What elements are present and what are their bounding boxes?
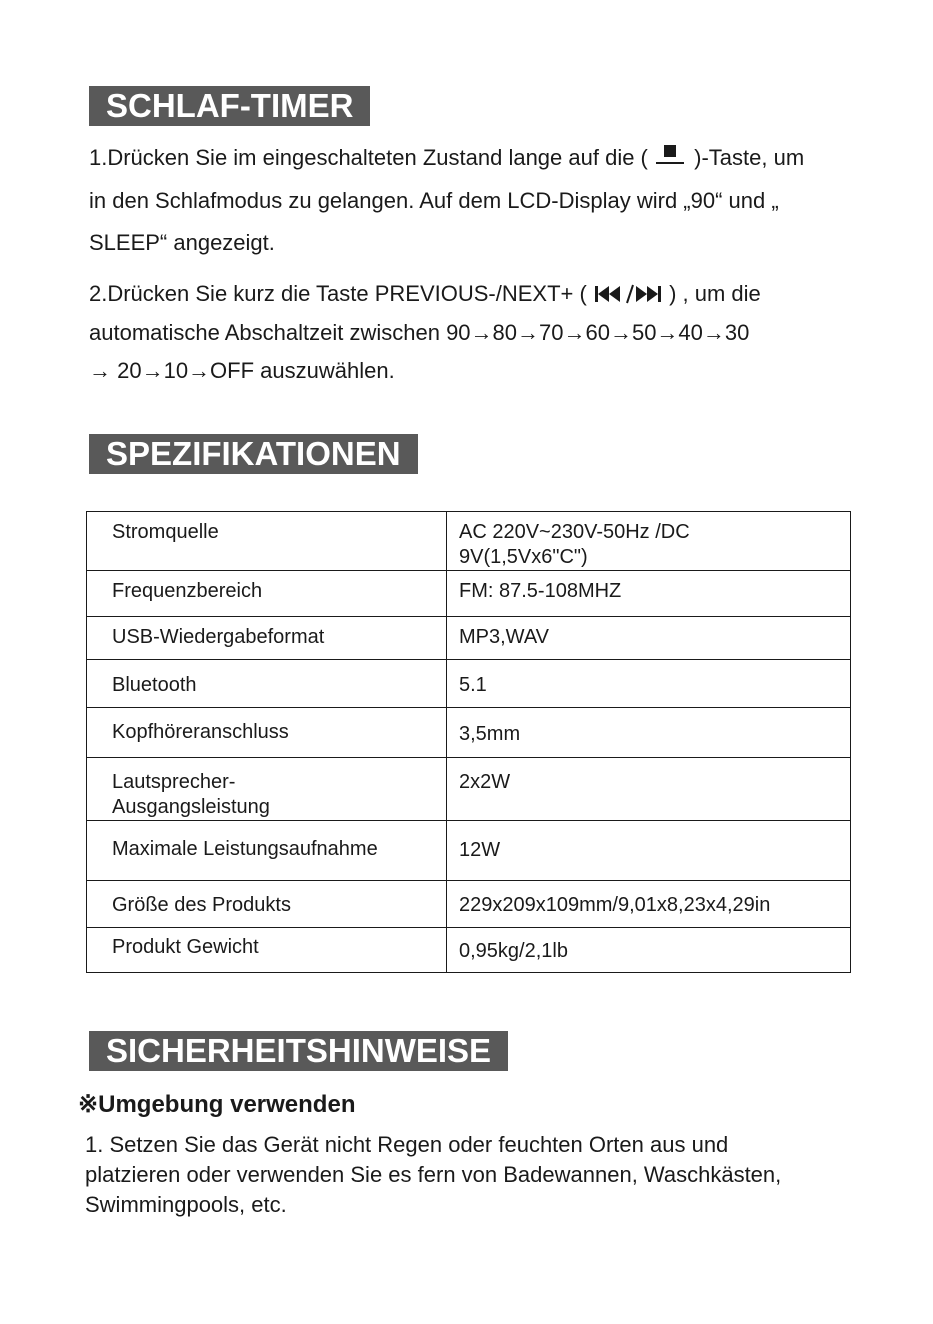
spec-value: MP3,WAV: [447, 617, 851, 660]
sleep-step1-line1-after: )-Taste, um: [694, 145, 805, 170]
specifications-heading: SPEZIFIKATIONEN: [89, 434, 418, 474]
spec-row-frequency-range: [87, 571, 851, 617]
spec-row-bluetooth: [87, 660, 851, 708]
spec-row-max-power: [87, 821, 851, 881]
safety-item1-line3: Swimmingpools, etc.: [85, 1192, 287, 1217]
sleep-step2-line1-before: 2.Drücken Sie kurz die Taste PREVIOUS-/NEXT+ (: [89, 281, 587, 306]
spec-label: Produkt Gewicht: [87, 928, 447, 973]
stop-button-icon: [656, 145, 686, 167]
safety-heading: SICHERHEITSHINWEISE: [89, 1031, 508, 1071]
specifications-table: [86, 511, 851, 973]
sleep-step1-line1: [89, 145, 804, 171]
spec-label: Kopfhöreranschluss: [87, 708, 447, 758]
spec-label: Bluetooth: [87, 660, 447, 708]
spec-row-power-source: [87, 512, 851, 571]
spec-value: 5.1: [447, 660, 851, 708]
spec-value: 2x2W: [447, 758, 851, 821]
spec-row-headphone-jack: [87, 708, 851, 758]
safety-item1-line2: platzieren oder verwenden Sie es fern von Badewannen, Waschkästen,: [85, 1162, 782, 1187]
safety-subheading: ※Umgebung verwenden: [78, 1091, 356, 1118]
spec-value: 12W: [447, 821, 851, 881]
sleep-step2-line1-after: ) , um die: [669, 281, 761, 306]
previous-next-icon: [594, 283, 662, 305]
spec-row-product-weight: [87, 928, 851, 973]
sleep-step1-line3: SLEEP“ angezeigt.: [89, 230, 275, 255]
safety-item1-line1: 1. Setzen Sie das Gerät nicht Regen oder feuchten Orten aus und: [85, 1132, 729, 1157]
sleep-timer-heading: SCHLAF-TIMER: [89, 86, 370, 126]
spec-row-usb-format: [87, 617, 851, 660]
spec-value: 229x209x109mm/9,01x8,23x4,29in: [447, 881, 851, 928]
spec-label: Frequenzbereich: [87, 571, 447, 617]
spec-row-product-size: [87, 881, 851, 928]
sleep-step2-line1: [89, 281, 761, 307]
sleep-step2-line3: → 20→10→OFF auszuwählen.: [89, 358, 395, 383]
spec-label: USB-Wiedergabeformat: [87, 617, 447, 660]
sleep-step2-line2: automatische Abschaltzeit zwischen 90→80→70→60→50→40→30: [89, 320, 750, 345]
spec-value: FM: 87.5-108MHZ: [447, 571, 851, 617]
spec-label: Lautsprecher- Ausgangsleistung: [87, 758, 447, 821]
spec-value: 3,5mm: [447, 708, 851, 758]
spec-row-speaker-output: [87, 758, 851, 821]
spec-label: Stromquelle: [87, 512, 447, 571]
sleep-step1-line1-before: 1.Drücken Sie im eingeschalteten Zustand lange auf die (: [89, 145, 648, 170]
sleep-step1-line2: in den Schlafmodus zu gelangen. Auf dem LCD-Display wird „90“ und „: [89, 188, 779, 213]
safety-item1: [85, 1130, 781, 1220]
spec-value: AC 220V~230V-50Hz /DC 9V(1,5Vx6"C"): [447, 512, 851, 571]
spec-label: Größe des Produkts: [87, 881, 447, 928]
spec-value: 0,95kg/2,1lb: [447, 928, 851, 973]
spec-label: Maximale Leistungsaufnahme: [87, 821, 447, 881]
